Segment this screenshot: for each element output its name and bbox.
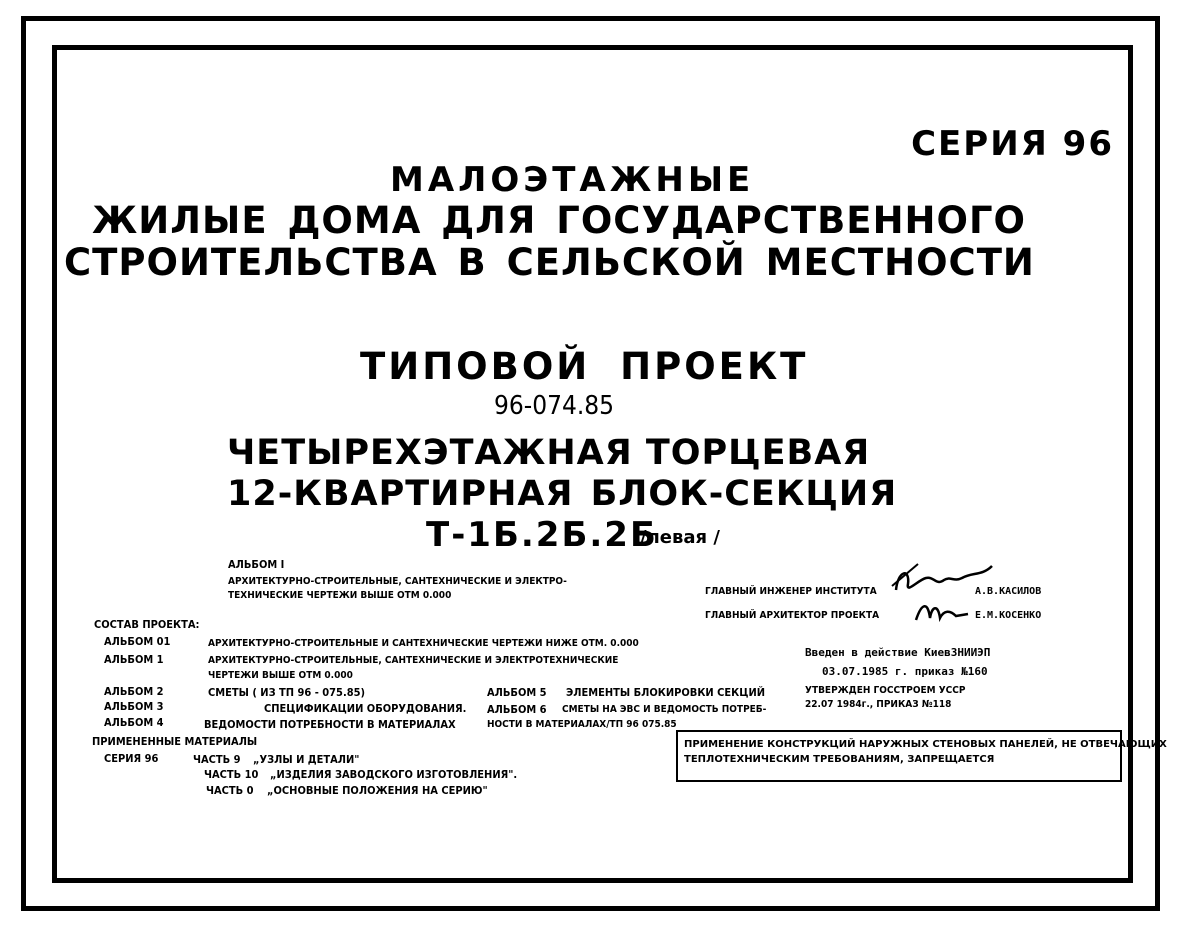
material-title: „ОСНОВНЫЕ ПОЛОЖЕНИЯ НА СЕРИЮ" bbox=[267, 784, 488, 797]
signatory-role-2: ГЛАВНЫЙ АРХИТЕКТОР ПРОЕКТА bbox=[705, 610, 880, 621]
approval-order: 03.07.1985 г. приказ №160 bbox=[822, 665, 988, 678]
album-row-label: АЛЬБОМ 1 bbox=[104, 653, 164, 666]
notice-line-2: ТЕПЛОТЕХНИЧЕСКИМ ТРЕБОВАНИЯМ, ЗАПРЕЩАЕТСЯ bbox=[684, 754, 995, 765]
album-right-label: АЛЬБОМ 6 bbox=[487, 703, 547, 716]
title-line-3: СТРОИТЕЛЬСТВА В СЕЛЬСКОЙ МЕСТНОСТИ bbox=[64, 241, 1035, 284]
album-row-text: АРХИТЕКТУРНО-СТРОИТЕЛЬНЫЕ, САНТЕХНИЧЕСКИЕ И ЭЛЕКТРОТЕХНИЧЕСКИЕ bbox=[208, 655, 619, 666]
title-line-2: ЖИЛЫЕ ДОМА ДЛЯ ГОСУДАРСТВЕННОГО bbox=[92, 199, 1026, 242]
composition-heading: СОСТАВ ПРОЕКТА: bbox=[94, 618, 200, 631]
album-description-line-1: АРХИТЕКТУРНО-СТРОИТЕЛЬНЫЕ, САНТЕХНИЧЕСКИЕ И ЭЛЕКТРО- bbox=[228, 576, 567, 587]
album-description-line-2: ТЕХНИЧЕСКИЕ ЧЕРТЕЖИ ВЫШЕ ОТМ 0.000 bbox=[228, 590, 452, 601]
album-row-text: ВЕДОМОСТИ ПОТРЕБНОСТИ В МАТЕРИАЛАХ bbox=[204, 718, 456, 731]
album-row-text: ЧЕРТЕЖИ ВЫШЕ ОТМ 0.000 bbox=[208, 670, 353, 681]
material-part: ЧАСТЬ 9 bbox=[193, 753, 241, 766]
signature-2 bbox=[912, 600, 972, 626]
notice-line-1: ПРИМЕНЕНИЕ КОНСТРУКЦИЙ НАРУЖНЫХ СТЕНОВЫХ ПАНЕЛЕЙ, НЕ ОТВЕЧАЮЩИХ bbox=[684, 739, 1167, 750]
material-part: ЧАСТЬ 10 bbox=[204, 768, 259, 781]
project-heading: ТИПОВОЙ ПРОЕКТ bbox=[360, 345, 809, 388]
section-code: Т-1Б.2Б.2Б bbox=[426, 515, 658, 555]
album-right-text: ЭЛЕМЕНТЫ БЛОКИРОВКИ СЕКЦИЙ bbox=[566, 686, 766, 699]
album-right-text: НОСТИ В МАТЕРИАЛАХ/ТП 96 075.85 bbox=[487, 719, 677, 730]
notice-box bbox=[676, 730, 1167, 782]
album-right-text: СМЕТЫ НА ЭВС И ВЕДОМОСТЬ ПОТРЕБ- bbox=[562, 704, 767, 715]
album-row-label: АЛЬБОМ 4 bbox=[104, 716, 164, 729]
signatory-role-1: ГЛАВНЫЙ ИНЖЕНЕР ИНСТИТУТА bbox=[705, 586, 877, 597]
series-label: СЕРИЯ 96 bbox=[911, 124, 1114, 164]
approval-approved-by: УТВЕРЖДЕН ГОССТРОЕМ УССР bbox=[805, 685, 966, 696]
materials-series: СЕРИЯ 96 bbox=[104, 752, 159, 765]
title-line-1: МАЛОЭТАЖНЫЕ bbox=[390, 160, 755, 200]
album-row-label: АЛЬБОМ 01 bbox=[104, 635, 171, 648]
section-line-1: ЧЕТЫРЕХЭТАЖНАЯ ТОРЦЕВАЯ bbox=[227, 433, 871, 473]
album-row-label: АЛЬБОМ 2 bbox=[104, 685, 164, 698]
approval-introduced: Введен в действие КиевЗНИИЭП bbox=[805, 646, 991, 659]
section-line-2: 12-КВАРТИРНАЯ БЛОК-СЕКЦИЯ bbox=[227, 474, 898, 514]
material-part: ЧАСТЬ 0 bbox=[206, 784, 254, 797]
album-row-label: АЛЬБОМ 3 bbox=[104, 700, 164, 713]
album-label: АЛЬБОМ I bbox=[228, 558, 285, 571]
material-title: „УЗЛЫ И ДЕТАЛИ" bbox=[253, 753, 360, 766]
album-row-text: СПЕЦИФИКАЦИИ ОБОРУДОВАНИЯ. bbox=[264, 702, 467, 715]
signature-1 bbox=[888, 560, 998, 600]
materials-heading: ПРИМЕНЕННЫЕ МАТЕРИАЛЫ bbox=[92, 735, 258, 748]
approval-approved-order: 22.07 1984г., ПРИКАЗ №118 bbox=[805, 699, 952, 710]
material-title: „ИЗДЕЛИЯ ЗАВОДСКОГО ИЗГОТОВЛЕНИЯ". bbox=[270, 768, 518, 781]
album-right-label: АЛЬБОМ 5 bbox=[487, 686, 547, 699]
album-row-text: СМЕТЫ ( ИЗ ТП 96 - 075.85) bbox=[208, 686, 365, 699]
section-variant: /левая / bbox=[640, 527, 720, 548]
album-row-text: АРХИТЕКТУРНО-СТРОИТЕЛЬНЫЕ И САНТЕХНИЧЕСКИЕ ЧЕРТЕЖИ НИЖЕ ОТМ. 0.000 bbox=[208, 638, 639, 649]
signatory-name-1: А.В.КАСИЛОВ bbox=[975, 586, 1042, 597]
project-number: 96-074.85 bbox=[494, 391, 615, 421]
signatory-name-2: Е.М.КОСЕНКО bbox=[975, 610, 1042, 621]
